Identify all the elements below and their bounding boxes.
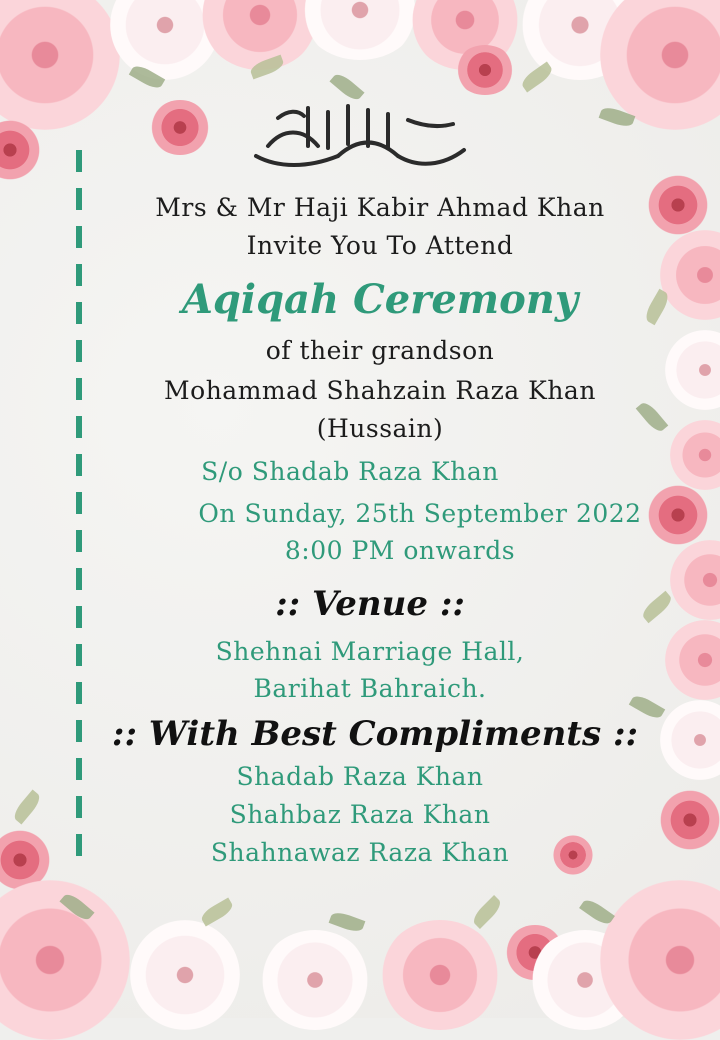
child-name: Mohammad Shahzain Raza Khan	[164, 376, 596, 405]
event-title: Aqiqah Ceremony	[181, 276, 579, 323]
date-line: On Sunday, 25th September 2022	[198, 499, 642, 528]
parent-line: S/o Shadab Raza Khan	[201, 457, 499, 486]
compliment-name: Shadab Raza Khan	[236, 762, 484, 791]
venue-line-1: Shehnai Marriage Hall,	[215, 637, 525, 666]
venue-line-2: Barihat Bahraich.	[253, 674, 487, 703]
compliment-name: Shahbaz Raza Khan	[229, 800, 491, 829]
bismillah-calligraphy-icon	[248, 98, 472, 174]
relation-line: of their grandson	[265, 336, 495, 365]
invite-line: Invite You To Attend	[246, 231, 514, 260]
child-nickname: (Hussain)	[316, 414, 444, 443]
hosts-line: Mrs & Mr Haji Kabir Ahmad Khan	[155, 193, 605, 222]
compliments-heading: :: With Best Compliments ::	[111, 714, 639, 754]
compliment-name: Shahnawaz Raza Khan	[210, 838, 510, 867]
time-line: 8:00 PM onwards	[284, 536, 516, 565]
venue-heading: :: Venue ::	[275, 584, 465, 624]
